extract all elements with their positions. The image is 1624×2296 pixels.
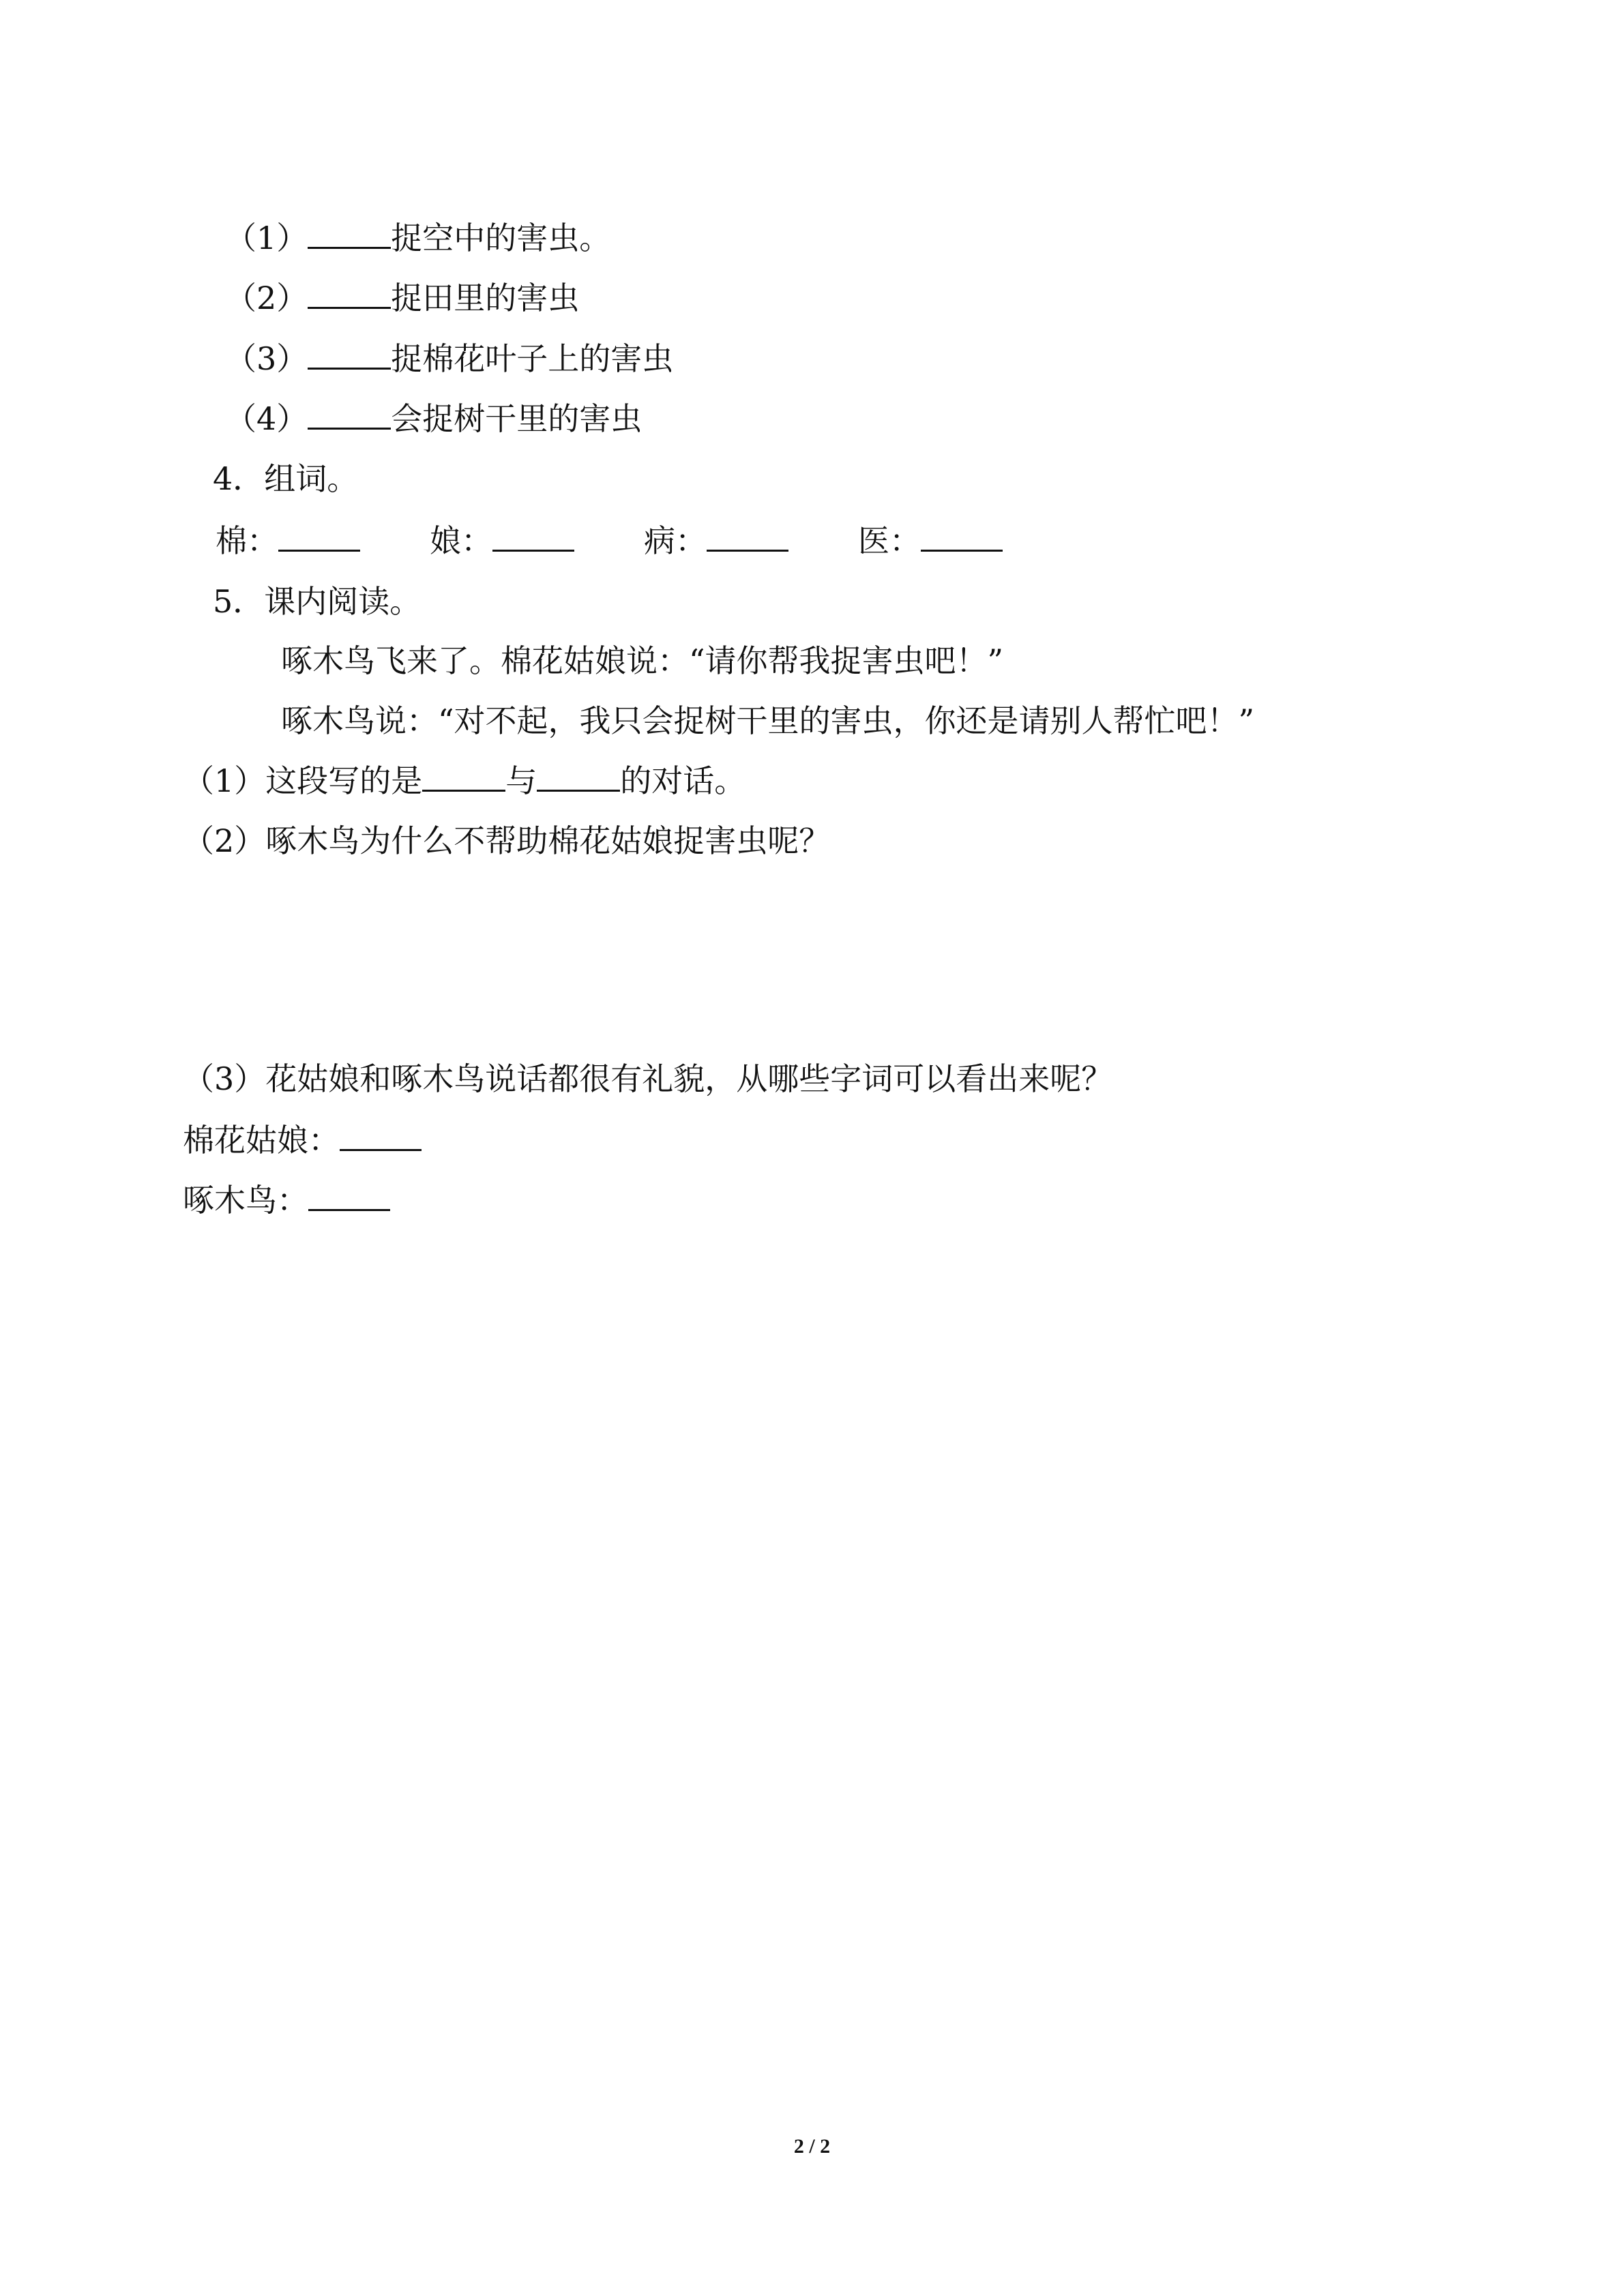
q5-title: 5．课内阅读。 (213, 583, 422, 620)
answer-blank[interactable] (308, 277, 391, 309)
answer-blank[interactable] (492, 520, 574, 552)
q3-item-2-text: 捉田里的害虫 (391, 280, 580, 316)
q5-answer-woodpecker-label: 啄木鸟： (183, 1182, 308, 1219)
q3-item-3-text: 捉棉花叶子上的害虫 (391, 340, 674, 377)
q3-item-4 (225, 398, 642, 439)
q3-item-3 (225, 338, 673, 379)
q3-item-4-text: 会捉树干里的害虫 (391, 400, 643, 437)
q5-sub1 (183, 760, 745, 801)
q4-word-2-label: 娘： (430, 522, 492, 559)
answer-blank[interactable] (308, 217, 391, 249)
q5-sub1-prefix: （1）这段写的是 (183, 762, 423, 799)
q3-item-1-text: 捉空中的害虫。 (391, 220, 611, 256)
q3-item-3-number: （3） (225, 340, 308, 377)
answer-blank[interactable] (921, 520, 1003, 552)
q4-word-1 (216, 520, 360, 561)
q4-word-1-label: 棉： (216, 522, 278, 559)
page-number: 2 / 2 (793, 2135, 831, 2158)
q4-word-3 (644, 520, 788, 561)
q5-sub1-suffix: 的对话。 (620, 762, 746, 799)
q3-item-4-number: （4） (225, 400, 308, 437)
answer-blank[interactable] (278, 520, 360, 552)
q5-passage-line-1: 啄木鸟飞来了。棉花姑娘说：“请你帮我捉害虫吧！” (281, 642, 1004, 679)
answer-blank[interactable] (340, 1119, 422, 1151)
q4-word-3-label: 病： (644, 522, 707, 559)
answer-blank[interactable] (537, 760, 620, 792)
q5-answer-cotton-label: 棉花姑娘： (183, 1122, 340, 1159)
q3-item-1-number: （1） (225, 220, 308, 256)
q5-sub3: （3）花姑娘和啄木鸟说话都很有礼貌，从哪些字词可以看出来呢？ (183, 1060, 1113, 1097)
answer-blank[interactable] (422, 760, 505, 792)
answer-blank[interactable] (308, 398, 391, 430)
q5-sub2: （2）啄木鸟为什么不帮助棉花姑娘捉害虫呢？ (183, 822, 831, 859)
q5-sub1-middle: 与 (505, 762, 537, 799)
q4-word-4-label: 医： (858, 522, 921, 559)
q3-item-2-number: （2） (225, 280, 308, 316)
q5-answer-woodpecker (183, 1179, 390, 1221)
answer-blank[interactable] (308, 1179, 390, 1211)
answer-blank[interactable] (707, 520, 788, 552)
q5-answer-cotton (183, 1119, 422, 1161)
q4-title: 4．组词。 (213, 460, 359, 497)
answer-blank[interactable] (308, 338, 391, 370)
q4-word-4 (858, 520, 1003, 561)
q4-word-2 (430, 520, 574, 561)
q3-item-1 (225, 217, 610, 258)
q5-passage-line-2: 啄木鸟说：“对不起，我只会捉树干里的害虫，你还是请别人帮忙吧！” (281, 702, 1255, 739)
q3-item-2 (225, 277, 579, 318)
